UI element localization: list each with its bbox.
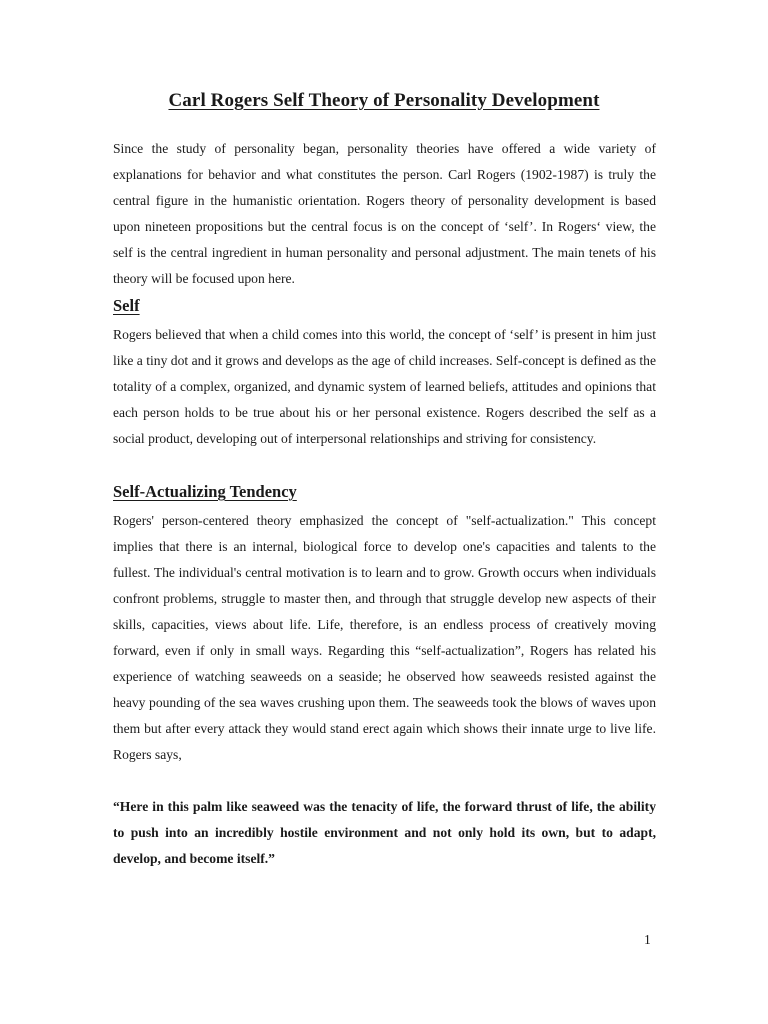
intro-paragraph: Since the study of personality began, personality theories have offered a wide variety of explanations for behavior and what constitutes the person. Carl Rogers (1902-1987) is truly the central figure in the humanistic orientation. Rogers theory of personality development is based upon nineteen propositions but the central focus is on the concept of ‘self’. In Rogers‘ view, the self is the central ingredient in human personality and personal adjustment. The main tenets of his theory will be focused upon here. xyxy=(113,141,656,286)
section-paragraph-self-actualizing-tendency: Rogers' person-centered theory emphasized the concept of "self-actualization." This concept implies that there is an internal, biological force to develop one's capacities and talents to the fullest. The individual's central motivation is to learn and to grow. Growth occurs when individuals confront problems, struggle to master then, and through that struggle develop new aspects of their skills, capacities, views about life. Life, therefore, is an endless process of creatively moving forward, even if only in small ways. Regarding this “self-actualization”, Rogers has related his experience of watching seaweeds on a seaside; he observed how seaweeds resisted against the heavy pounding of the sea waves crushing upon them. The seaweeds took the blows of waves upon them but after every attack they would stand erect again which shows their innate urge to live life. Rogers says, xyxy=(113,513,656,762)
page-title: Carl Rogers Self Theory of Personality Development xyxy=(168,90,600,111)
section-paragraph-self: Rogers believed that when a child comes into this world, the concept of ‘self’ is present in him just like a tiny dot and it grows and develops as the age of child increases. Self-concept is defined as the totality of a complex, organized, and dynamic system of learned beliefs, attitudes and opinions that each person holds to be true about his or her personal existence. Rogers described the self as a social product, developing out of interpersonal relationships and striving for consistency. xyxy=(113,327,656,446)
page-number: 1 xyxy=(644,932,651,947)
section-heading-self-actualizing-tendency: Self-Actualizing Tendency xyxy=(113,482,297,501)
quote-paragraph: “Here in this palm like seaweed was the tenacity of life, the forward thrust of life, the ability to push into an incredibly hostile environment and not only hold its own, but to adapt, develop, and become itself.” xyxy=(113,799,656,866)
section-heading-self: Self xyxy=(113,296,140,315)
